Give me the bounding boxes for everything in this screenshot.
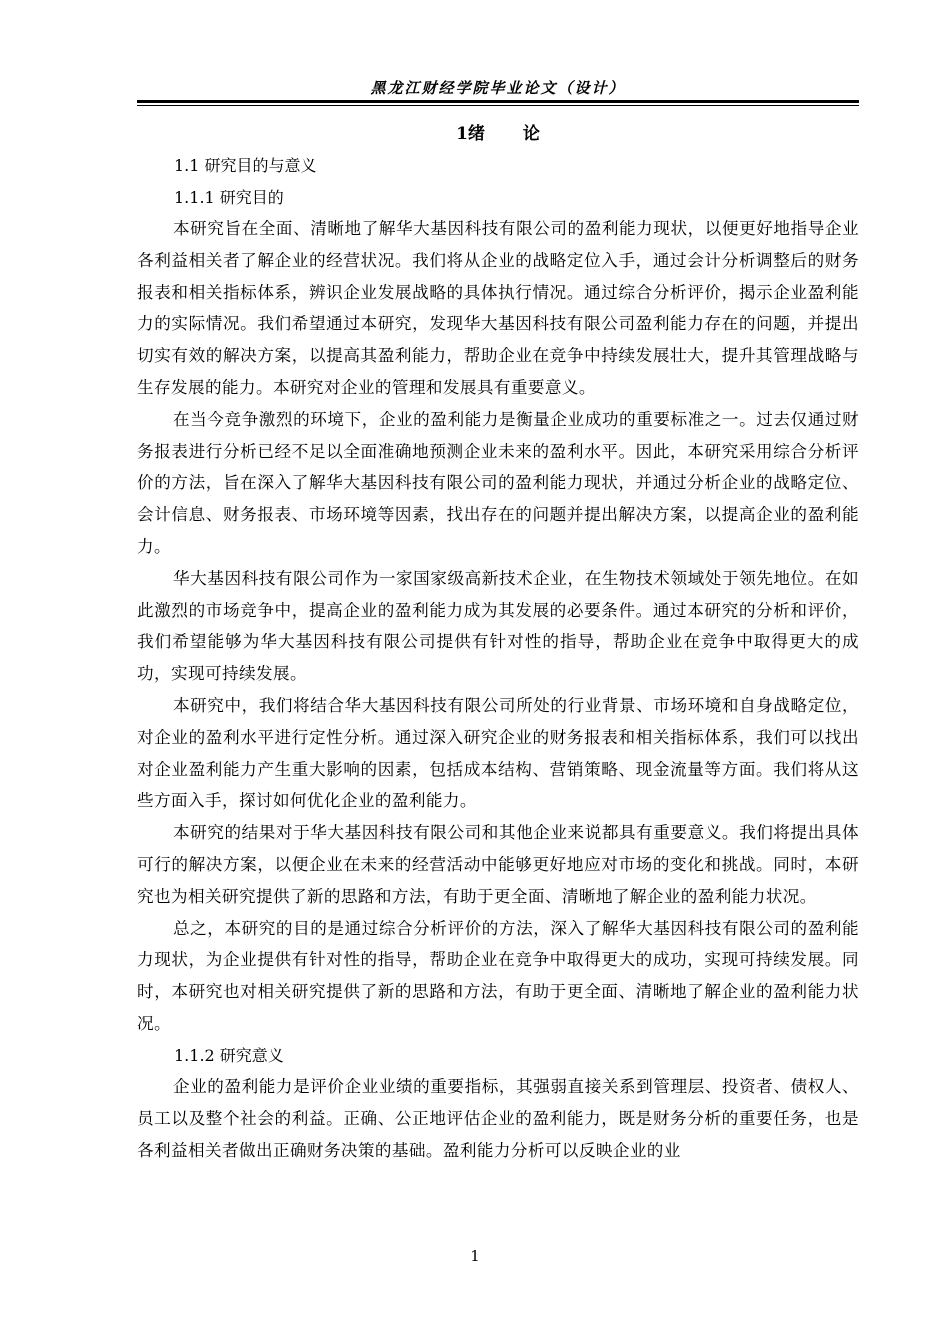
section-heading-1-1-1: 1.1.1 研究目的	[174, 187, 284, 207]
paragraph-5: 本研究的结果对于华大基因科技有限公司和其他企业来说都具有重要意义。我们将提出具体可行的解决方案，以便企业在未来的经营活动中能够更好地应对市场的变化和挑战。同时，本研究也为相关研究提供了新的思路和方法，有助于更全面、清晰地了解企业的盈利能力状况。	[137, 823, 859, 906]
chapter-title-part2: 论	[522, 124, 540, 144]
paragraph-6: 总之，本研究的目的是通过综合分析评价的方法，深入了解华大基因科技有限公司的盈利能力现状，为企业提供有针对性的指导，帮助企业在竞争中取得更大的成功，实现可持续发展。同时，本研究也对相关研究提供了新的思路和方法，有助于更全面、清晰地了解企业的盈利能力状况。	[137, 918, 859, 1033]
header-rule-thick	[137, 100, 859, 103]
chapter-title	[137, 118, 859, 150]
paragraph-4: 本研究中，我们将结合华大基因科技有限公司所处的行业背景、市场环境和自身战略定位，对企业的盈利水平进行定性分析。通过深入研究企业的财务报表和相关指标体系，我们可以找出对企业盈利能力产生重大影响的因素，包括成本结构、营销策略、现金流量等方面。我们将从这些方面入手，探讨如何优化企业的盈利能力。	[137, 695, 859, 811]
header-rule-thin	[137, 105, 859, 106]
paragraph-1: 本研究旨在全面、清晰地了解华大基因科技有限公司的盈利能力现状，以便更好地指导企业各利益相关者了解企业的经营状况。我们将从企业的战略定位入手，通过会计分析调整后的财务报表和相关指标体系，辨识企业发展战略的具体执行情况。通过综合分析评价，揭示企业盈利能力的实际情况。我们希望通过本研究，发现华大基因科技有限公司盈利能力存在的问题，并提出切实有效的解决方案，以提高其盈利能力，帮助企业在竞争中持续发展壮大，提升其管理战略与生存发展的能力。本研究对企业的管理和发展具有重要意义。	[137, 219, 859, 397]
chapter-title-part1: 绪	[467, 124, 485, 144]
chapter-number: 1	[456, 124, 468, 144]
paragraph-3: 华大基因科技有限公司作为一家国家级高新技术企业，在生物技术领域处于领先地位。在如此激烈的市场竞争中，提高企业的盈利能力成为其发展的必要条件。通过本研究的分析和评价，我们希望能够为华大基因科技有限公司提供有针对性的指导，帮助企业在竞争中取得更大的成功，实现可持续发展。	[137, 568, 859, 684]
paragraph-7: 企业的盈利能力是评价企业业绩的重要指标，其强弱直接关系到管理层、投资者、债权人、员工以及整个社会的利益。正确、公正地评估企业的盈利能力，既是财务分析的重要任务，也是各利益相关者做出正确财务决策的基础。盈利能力分析可以反映企业的业	[137, 1077, 859, 1160]
section-heading-1-1: 1.1 研究目的与意义	[174, 156, 317, 175]
running-header: 黑龙江财经学院毕业论文（设计）	[370, 79, 626, 97]
section-heading-1-1-2: 1.1.2 研究意义	[174, 1045, 284, 1065]
body-content	[137, 118, 859, 1167]
page-number: 1	[470, 1247, 480, 1265]
paragraph-2: 在当今竞争激烈的环境下，企业的盈利能力是衡量企业成功的重要标准之一。过去仅通过财务报表进行分析已经不足以全面准确地预测企业未来的盈利水平。因此，本研究采用综合分析评价的方法，旨在深入了解华大基因科技有限公司的盈利能力现状，并通过分析企业的战略定位、会计信息、财务报表、市场环境等因素，找出存在的问题并提出解决方案，以提高企业的盈利能力。	[137, 409, 859, 556]
